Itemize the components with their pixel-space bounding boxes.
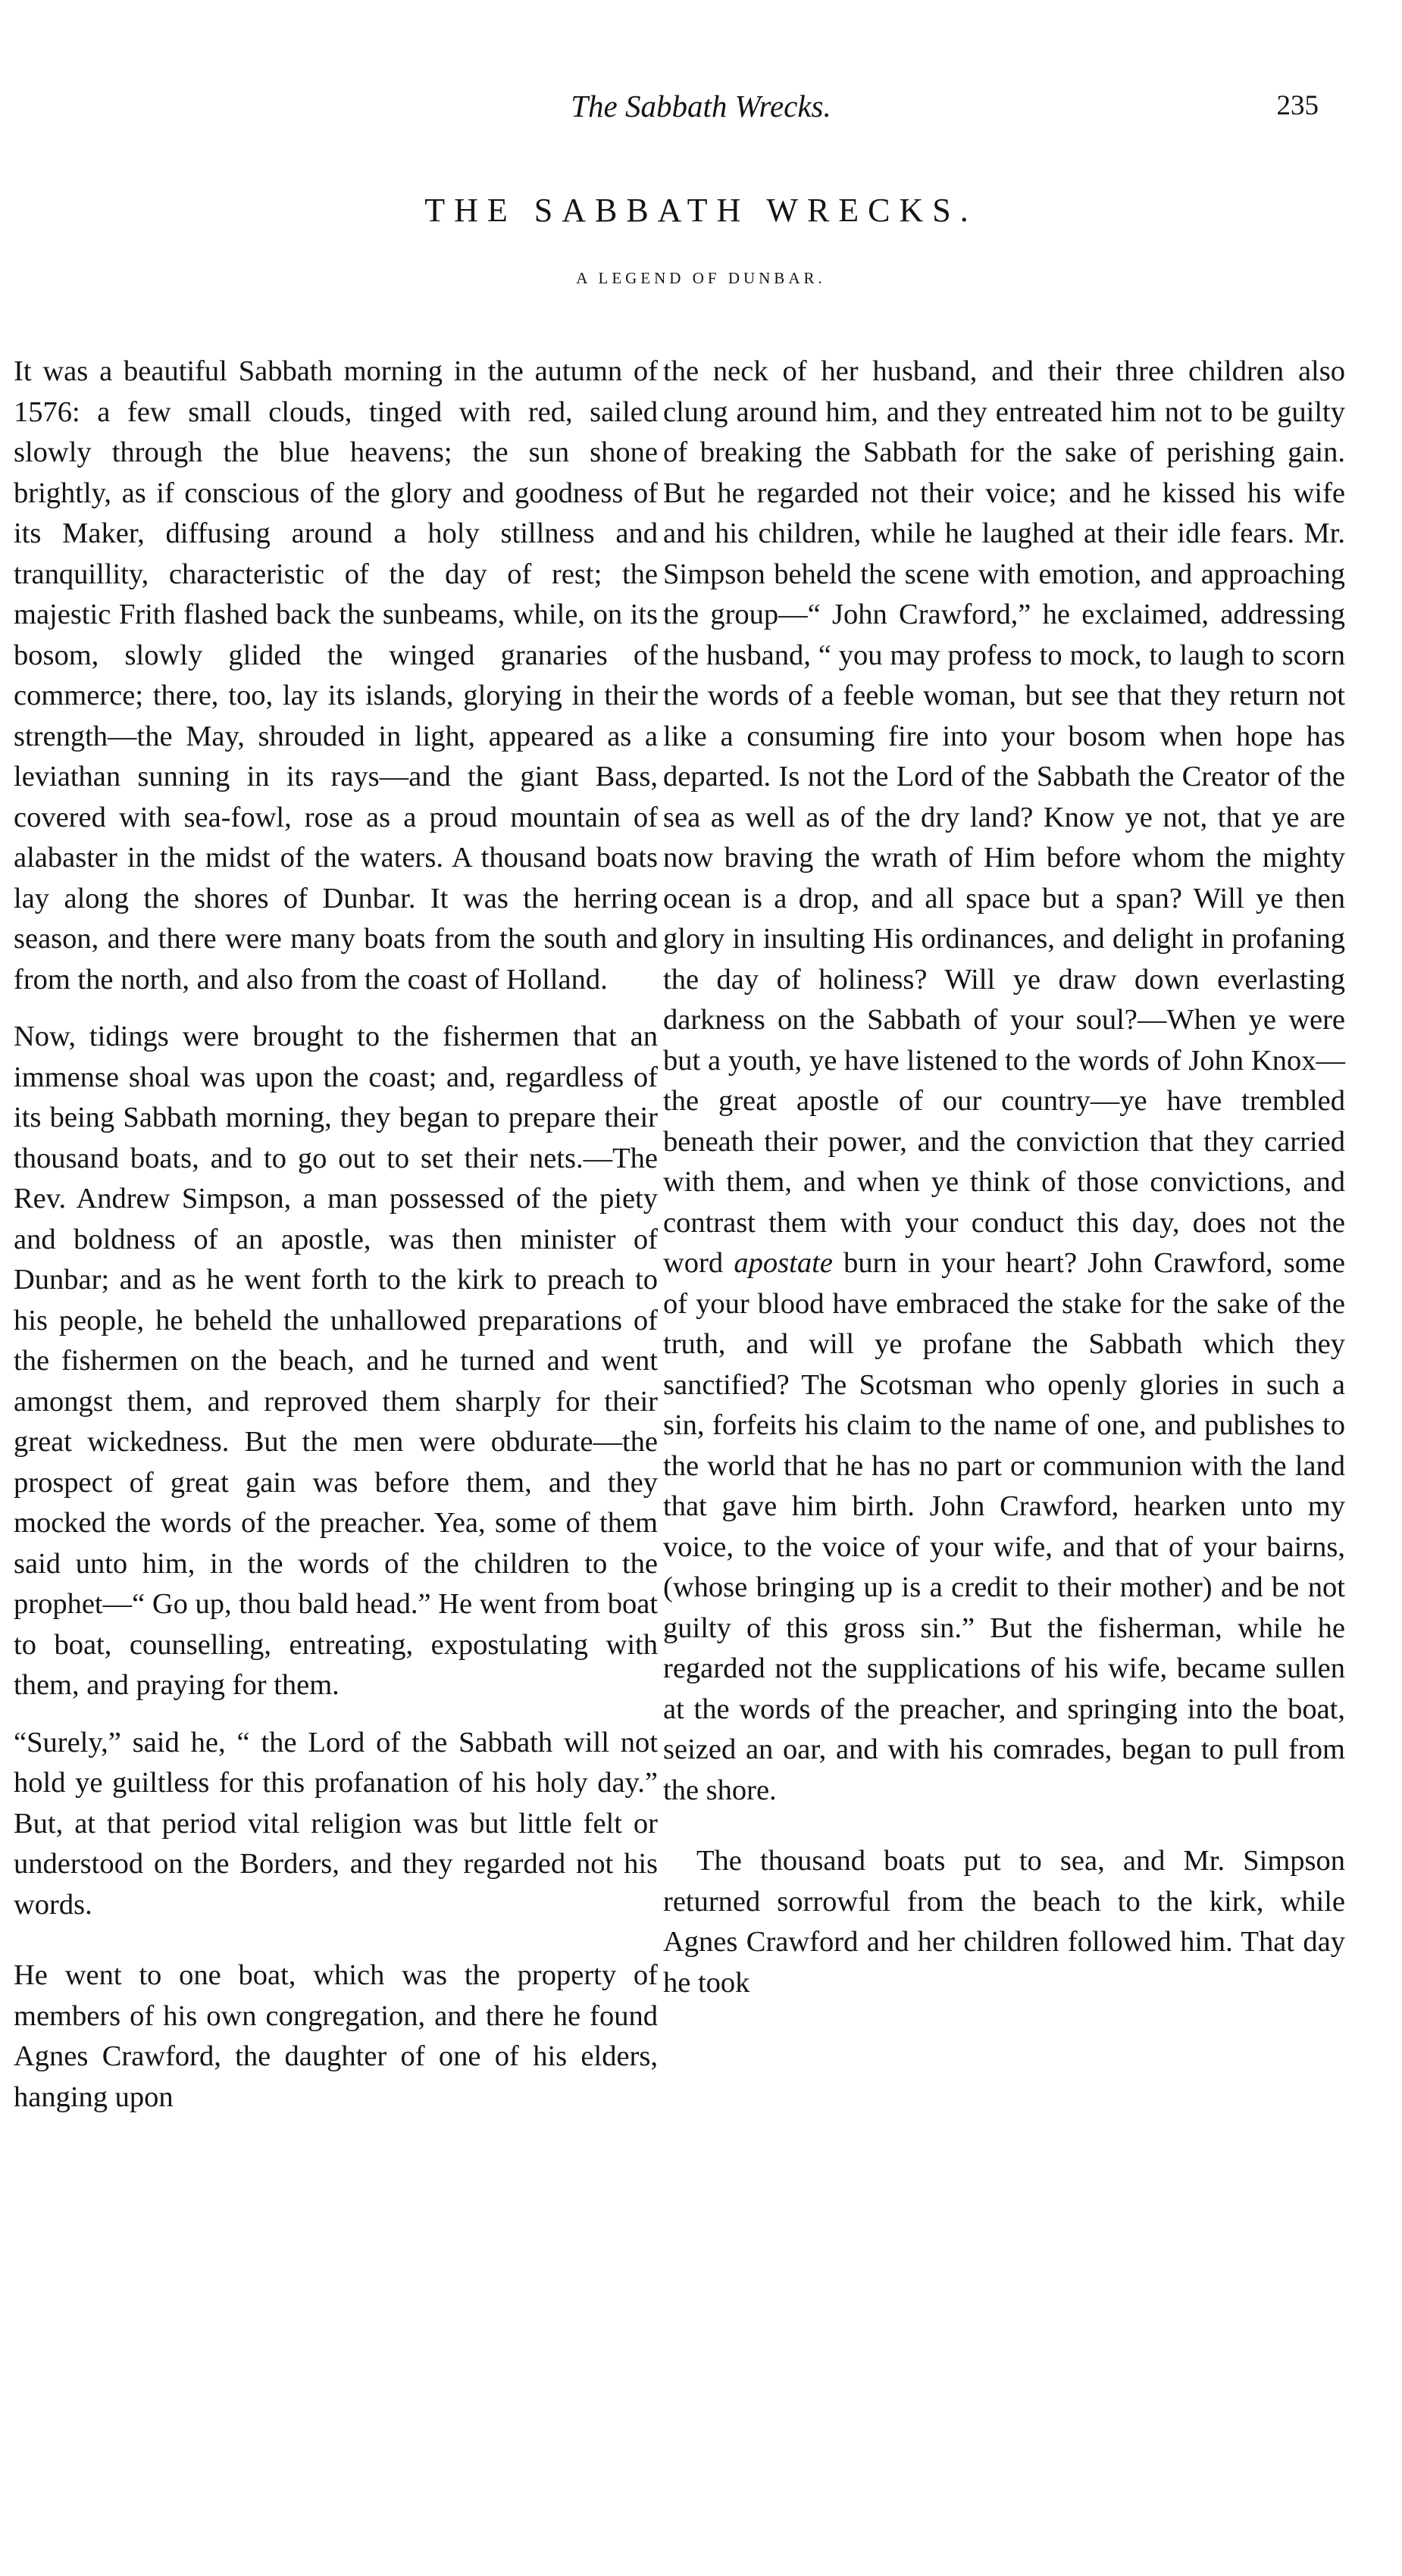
article-title: THE SABBATH WRECKS. (424, 192, 978, 229)
paragraph-6: The thousand boats put to sea, and Mr. Simpson returned sorrowful from the beach to the kirk, while Agnes Crawford and her children followed him. That day he took (663, 1845, 1345, 1999)
running-title: The Sabbath Wrecks. (571, 89, 831, 123)
right-column (663, 352, 1345, 2003)
running-head (0, 83, 1402, 129)
page-number: 235 (1276, 90, 1319, 121)
paragraph-4: He went to one boat, which was the property of members of his own congregation, and there he found Agnes Crawford, the daughter of one of his elders, hanging upon (14, 1959, 658, 2113)
paragraph-3: “Surely,” said he, “ the Lord of the Sabbath will not hold ye guiltless for this profanation of his holy day.” But, at that period vital religion was but little felt or understood on the Borders, and they regarded not his words. (14, 1726, 658, 1921)
paragraph-5-text-a: the neck of her husband, and their three children also clung around him, and they entreated him not to be guilty of breaking the Sabbath for the sake of perishing gain. But he regarded not their voice; and he kissed his wife and his children, while he laughed at their idle fears. Mr. Simpson beheld the scene with emotion, and approaching the group—“ John Crawford,” he exclaimed, addressing the husband, “ you may profess to mock, to laugh to scorn the words of a feeble woman, but see that they return not like a consuming fire into your bosom when hope has departed. Is not the Lord of the Sabbath the Creator of the sea as well as of the dry land? Know ye not, that ye are now braving the wrath of Him before whom the mighty ocean is a drop, and all space but a span? Will ye then glory in insulting His ordinances, and delight in profaning the day of holiness? Will ye draw down everlasting darkness on the Sabbath of your soul?—When ye were but a youth, ye have listened to the words of John Knox—the great apostle of our country—ye have trembled beneath their power, and the conviction that they carried with them, and when ye think of those convictions, and contrast them with your conduct this day, does not the word (663, 355, 1345, 1279)
italic-word-apostate: apostate (734, 1247, 833, 1279)
article-subtitle: A LEGEND OF DUNBAR. (576, 269, 826, 287)
paragraph-5 (663, 352, 1345, 1811)
left-column (14, 352, 658, 2118)
paragraph-2: Now, tidings were brought to the fishermen that an immense shoal was upon the coast; and, regardless of its being Sabbath morning, they began to prepare their thousand boats, and to go out to set their nets.—The Rev. Andrew Simpson, a man possessed of the piety and boldness of an apostle, was then minister of Dunbar; and as he went forth to the kirk to preach to his people, he beheld the unhallowed preparations of the fishermen on the beach, and he turned and went amongst them, and reproved them sharply for their great wickedness. But the men were obdurate—the prospect of great gain was before them, and they mocked the words of the preacher. Yea, some of them said unto him, in the words of the children to the prophet—“ Go up, thou bald head.” He went from boat to boat, counselling, entreating, expostulating with them, and praying for them. (14, 1021, 658, 1701)
paragraph-5-text-b: burn in your heart? John Crawford, some of your blood have embraced the stake for the sake of the truth, and will ye profane the Sabbath which they sanctified? The Scotsman who openly glories in such a sin, forfeits his claim to the name of one, and publishes to the world that he has no part or communion with the land that gave him birth. John Crawford, hearken unto my voice, to the voice of your wife, and that of your bairns, (whose bringing up is a credit to their mother) and be not guilty of this gross sin.” But the fisherman, while he regarded not the supplications of his wife, became sullen at the words of the preacher, and springing into the boat, seized an oar, and with his comrades, began to pull from the shore. (663, 1247, 1345, 1806)
paragraph-1: It was a beautiful Sabbath morning in the autumn of 1576: a few small clouds, tinged with red, sailed slowly through the blue heavens; the sun shone brightly, as if conscious of the glory and goodness of its Maker, diffusing around a holy stillness and tranquillity, characteristic of the day of rest; the majestic Frith flashed back the sunbeams, while, on its bosom, slowly glided the winged granaries of commerce; there, too, lay its islands, glorying in their strength—the May, shrouded in light, appeared as a leviathan sunning in its rays—and the giant Bass, covered with sea-fowl, rose as a proud mountain of alabaster in the midst of the waters. A thousand boats lay along the shores of Dunbar. It was the herring season, and there were many boats from the south and from the north, and also from the coast of Holland. (14, 355, 658, 996)
